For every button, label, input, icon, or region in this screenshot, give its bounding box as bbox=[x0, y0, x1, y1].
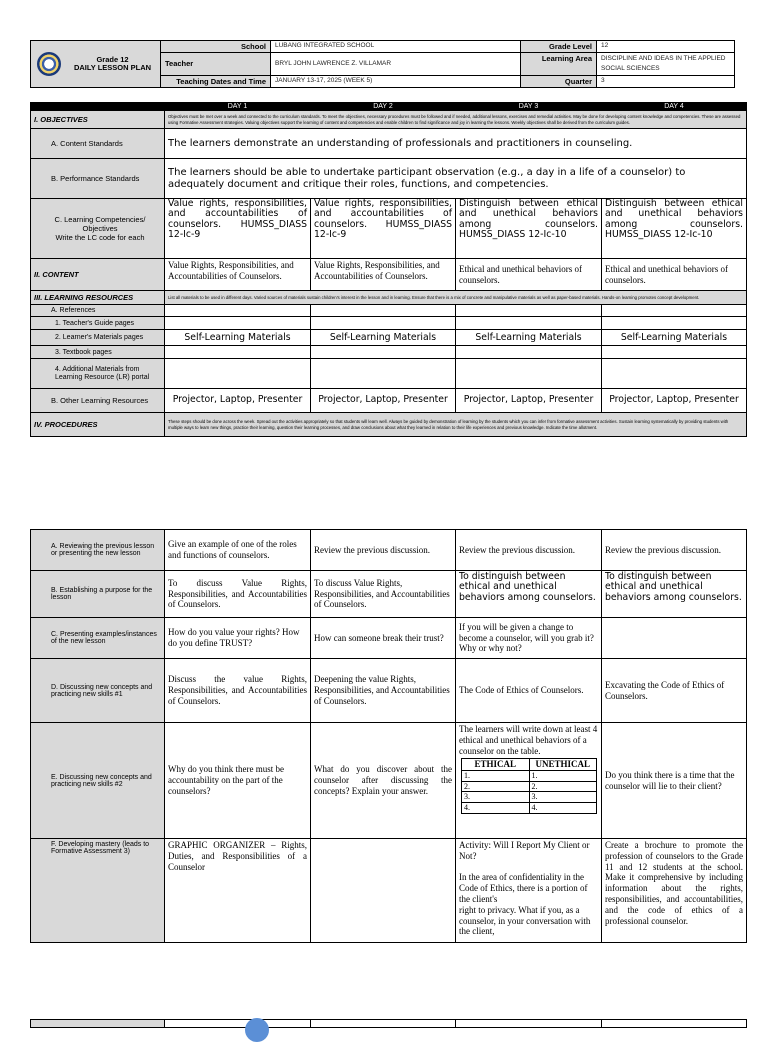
additional-day1 bbox=[165, 359, 311, 389]
competency-day2: Value rights, responsibilities, and accountabilities of counselors. HUMSS_DIASS 12-Ic-9 bbox=[311, 199, 456, 259]
teacher-value: BRYL JOHN LAWRENCE Z. VILLAMAR bbox=[271, 53, 521, 76]
discussing2-day2: What do you discover about the counselor after discussing the concepts? Explain your answer. bbox=[311, 723, 456, 839]
textbook-day1 bbox=[165, 346, 311, 359]
references-day1 bbox=[165, 305, 311, 317]
discussing2-label: E. Discussing new concepts and practicing new skills #2 bbox=[31, 723, 165, 839]
review-day4: Review the previous discussion. bbox=[602, 530, 747, 571]
content-day1: Value Rights, Responsibilities, and Accountabilities of Counselors. bbox=[165, 259, 311, 291]
references-day3 bbox=[456, 305, 602, 317]
additional-day2 bbox=[311, 359, 456, 389]
teacher-label: Teacher bbox=[161, 53, 271, 76]
competencies-label: C. Learning Competencies/ Objectives Write the LC code for each bbox=[31, 199, 165, 259]
learning-area-label: Learning Area bbox=[521, 53, 597, 76]
teachers-guide-day3 bbox=[456, 317, 602, 330]
ethics-header-unethical: UNETHICAL bbox=[529, 759, 597, 771]
competency-day3: Distinguish between ethical and unethical behaviors among counselors. HUMSS_DIASS 12-Ic-10 bbox=[456, 199, 602, 259]
content-standards-text: The learners demonstrate an understanding of professionals and practitioners in counseling. bbox=[165, 129, 747, 159]
header-logo-cell bbox=[31, 41, 161, 88]
review-label: A. Reviewing the previous lesson or presenting the new lesson bbox=[31, 530, 165, 571]
review-day3: Review the previous discussion. bbox=[456, 530, 602, 571]
day-header: DAY 2 bbox=[311, 103, 456, 111]
discussing2-day3-text: The learners will write down at least 4 ethical and unethical behaviors of a counselor on the table. bbox=[459, 724, 598, 756]
ethics-cell: 1. bbox=[529, 771, 597, 782]
presenting-day4 bbox=[602, 618, 747, 659]
mastery-day2 bbox=[311, 839, 456, 943]
learners-materials-day3: Self-Learning Materials bbox=[456, 330, 602, 346]
day-header: DAY 4 bbox=[602, 103, 747, 111]
ethics-cell: 3. bbox=[462, 792, 530, 803]
presenting-day3: If you will be given a change to become a counselor, will you grab it? Why or why not? bbox=[456, 618, 602, 659]
ethics-header-ethical: ETHICAL bbox=[462, 759, 530, 771]
purpose-day4: To distinguish between ethical and unethical behaviors among counselors. bbox=[602, 571, 747, 618]
content-day4: Ethical and unethical behaviors of counselors. bbox=[602, 259, 747, 291]
performance-standards-label: B. Performance Standards bbox=[31, 159, 165, 199]
grade-title: Grade 12 bbox=[96, 54, 129, 64]
resources-note: List all materials to be used in different days. Varied sources of materials sustain children's interest in the lesson and in learning. Ensure that there is a mix of concrete and manipulative materials as well as paper-based materials. Hands-on learning promotes concept development. bbox=[165, 291, 747, 305]
teachers-guide-day4 bbox=[602, 317, 747, 330]
content-day2: Value Rights, Responsibilities, and Accountabilities of Counselors. bbox=[311, 259, 456, 291]
purpose-day2: To discuss Value Rights, Responsibilities, and Accountabilities of Counselors. bbox=[311, 571, 456, 618]
mastery-day1: GRAPHIC ORGANIZER – Rights, Duties, and Responsibilities of a Counselor bbox=[165, 839, 311, 943]
content-label: II. CONTENT bbox=[31, 259, 165, 291]
additional-day4 bbox=[602, 359, 747, 389]
discussing1-day1: Discuss the value Rights, Responsibilities, and Accountabilities of Counselors. bbox=[165, 659, 311, 723]
procedures-note: These steps should be done across the week. Spread out the activities appropriately so that students will learn well. Always be guided by demonstration of learning by the students which you can infer from formative assessment activities. Sustain learning systematically by providing students with multiple ways to learn new things, practice their learning, question their learning processes, and draw conclusions about what they learned in relation to their life experiences and previous knowledge. Indicate the time allotment. bbox=[165, 413, 747, 437]
purpose-label: B. Establishing a purpose for the lesson bbox=[31, 571, 165, 618]
overlay-circle-icon bbox=[245, 1018, 269, 1042]
review-day2: Review the previous discussion. bbox=[311, 530, 456, 571]
textbook-day4 bbox=[602, 346, 747, 359]
mastery-label: F. Developing mastery (leads to Formative Assessment 3) bbox=[31, 839, 165, 943]
other-resources-day2: Projector, Laptop, Presenter bbox=[311, 389, 456, 413]
ethics-cell: 3. bbox=[529, 792, 597, 803]
teachers-guide-label: 1. Teacher's Guide pages bbox=[31, 317, 165, 330]
content-day3: Ethical and unethical behaviors of counselors. bbox=[456, 259, 602, 291]
presenting-label: C. Presenting examples/instances of the new lesson bbox=[31, 618, 165, 659]
review-day1: Give an example of one of the roles and functions of counselors. bbox=[165, 530, 311, 571]
quarter-value: 3 bbox=[597, 75, 735, 87]
teachers-guide-day1 bbox=[165, 317, 311, 330]
school-label: School bbox=[161, 41, 271, 53]
learners-materials-day1: Self-Learning Materials bbox=[165, 330, 311, 346]
quarter-label: Quarter bbox=[521, 75, 597, 87]
textbook-day2 bbox=[311, 346, 456, 359]
ethics-table bbox=[461, 758, 597, 813]
discussing2-day3 bbox=[456, 723, 602, 839]
other-resources-day4: Projector, Laptop, Presenter bbox=[602, 389, 747, 413]
discussing1-label: D. Discussing new concepts and practicing new skills #1 bbox=[31, 659, 165, 723]
other-resources-day3: Projector, Laptop, Presenter bbox=[456, 389, 602, 413]
dates-value: JANUARY 13-17, 2025 (WEEK 5) bbox=[271, 75, 521, 87]
learners-materials-day2: Self-Learning Materials bbox=[311, 330, 456, 346]
competency-day4: Distinguish between ethical and unethical behaviors among counselors. HUMSS_DIASS 12-Ic-10 bbox=[602, 199, 747, 259]
learning-area-value: DISCIPLINE AND IDEAS IN THE APPLIED SOCIAL SCIENCES bbox=[597, 53, 735, 76]
textbook-label: 3. Textbook pages bbox=[31, 346, 165, 359]
ethics-cell: 1. bbox=[462, 771, 530, 782]
ethics-cell: 2. bbox=[529, 781, 597, 792]
discussing1-day3: The Code of Ethics of Counselors. bbox=[456, 659, 602, 723]
textbook-day3 bbox=[456, 346, 602, 359]
purpose-day3: To distinguish between ethical and unethical behaviors among counselors. bbox=[456, 571, 602, 618]
resources-label: III. LEARNING RESOURCES bbox=[31, 291, 165, 305]
mastery-day3: Activity: Will I Report My Client or Not? In the area of confidentiality in the Code of Ethics, there is a portion of the client's right to privacy. What if you, as a counselor, in your conversation with the client, bbox=[456, 839, 602, 943]
plan-title: DAILY LESSON PLAN bbox=[73, 63, 152, 73]
additional-day3 bbox=[456, 359, 602, 389]
discussing2-day1: Why do you think there must be accountability on the part of the counselors? bbox=[165, 723, 311, 839]
ethics-cell: 4. bbox=[462, 802, 530, 813]
day-header: DAY 1 bbox=[165, 103, 311, 111]
discussing1-day2: Deepening the value Rights, Responsibilities, and Accountabilities of Counselors. bbox=[311, 659, 456, 723]
ethics-cell: 4. bbox=[529, 802, 597, 813]
performance-standards-text: The learners should be able to undertake participant observation (e.g., a day in a life of a counselor) to adequately document and critique their roles, functions, and competencies. bbox=[165, 159, 747, 199]
school-value: LUBANG INTEGRATED SCHOOL bbox=[271, 41, 521, 53]
purpose-day1: To discuss Value Rights, Responsibilities, and Accountabilities of Counselors. bbox=[165, 571, 311, 618]
dlp-table-procedures bbox=[30, 529, 747, 943]
other-resources-label: B. Other Learning Resources bbox=[31, 389, 165, 413]
discussing1-day4: Excavating the Code of Ethics of Counselors. bbox=[602, 659, 747, 723]
teachers-guide-day2 bbox=[311, 317, 456, 330]
presenting-day1: How do you value your rights? How do you define TRUST? bbox=[165, 618, 311, 659]
content-standards-label: A. Content Standards bbox=[31, 129, 165, 159]
other-resources-day1: Projector, Laptop, Presenter bbox=[165, 389, 311, 413]
learners-materials-label: 2. Learner's Materials pages bbox=[31, 330, 165, 346]
procedures-label: IV. PROCEDURES bbox=[31, 413, 165, 437]
learners-materials-day4: Self-Learning Materials bbox=[602, 330, 747, 346]
mastery-day4: Create a brochure to promote the profession of counselors to the Grade 11 and 12 students at the school. Make it comprehensive by including information about the rights, responsibilities, and accountabilities, and the code of ethics of a professional counselor. bbox=[602, 839, 747, 943]
day-header: DAY 3 bbox=[456, 103, 602, 111]
grade-level-value: 12 bbox=[597, 41, 735, 53]
objectives-note: Objectives must be met over a week and connected to the curriculum standards. To meet the objectives, necessary procedures must be followed and if needed, additional lessons, exercises and remedial activities. May be done for developing content knowledge and competencies. These are assessed using Formative Assessment strategies. Valuing objectives support the learning of content and competencies and enable children to find significance and joy in learning the lessons. Weekly objectives shall be derived from the curriculum guides. bbox=[165, 111, 747, 129]
deped-seal-icon bbox=[37, 52, 61, 76]
ethics-cell: 2. bbox=[462, 781, 530, 792]
references-label: A. References bbox=[31, 305, 165, 317]
grade-level-label: Grade Level bbox=[521, 41, 597, 53]
references-day4 bbox=[602, 305, 747, 317]
day-header-blank bbox=[31, 103, 165, 111]
day-header-row bbox=[31, 103, 747, 111]
discussing2-day4: Do you think there is a time that the counselor will lie to their client? bbox=[602, 723, 747, 839]
references-day2 bbox=[311, 305, 456, 317]
dates-label: Teaching Dates and Time bbox=[161, 75, 271, 87]
competency-day1: Value rights, responsibilities, and accountabilities of counselors. HUMSS_DIASS 12-Ic-9 bbox=[165, 199, 311, 259]
presenting-day2: How can someone break their trust? bbox=[311, 618, 456, 659]
header-table bbox=[30, 40, 735, 88]
additional-materials-label: 4. Additional Materials from Learning Resource (LR) portal bbox=[31, 359, 165, 389]
dlp-table-objectives bbox=[30, 102, 747, 437]
objectives-label: I. OBJECTIVES bbox=[31, 111, 165, 129]
